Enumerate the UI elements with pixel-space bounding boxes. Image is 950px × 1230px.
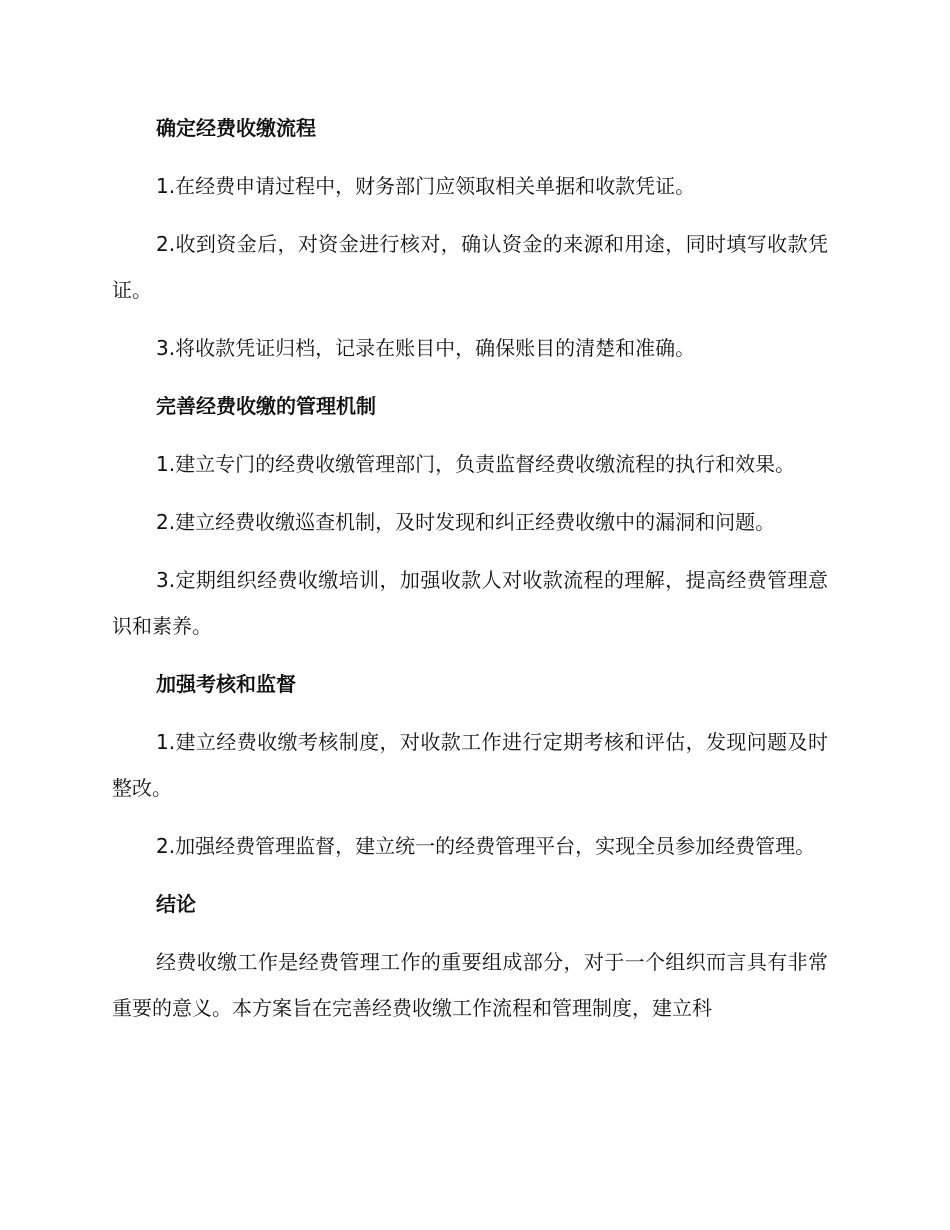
document-body xyxy=(112,105,828,1043)
paragraph: 2.加强经费管理监督，建立统一的经费管理平台，实现全员参加经费管理。 xyxy=(156,834,816,858)
paragraph: 经费收缴工作是经费管理工作的重要组成部分，对于一个组织而言具有非常重要的意义。本方案旨在完善经费收缴工作流程和管理制度，建立科 xyxy=(112,950,828,1020)
paragraph: 3.定期组织经费收缴培训，加强收款人对收款流程的理解，提高经费管理意识和素养。 xyxy=(112,568,828,638)
section-heading-management: 完善经费收缴的管理机制 xyxy=(156,394,376,418)
paragraph: 2.建立经费收缴巡查机制，及时发现和纠正经费收缴中的漏洞和问题。 xyxy=(156,510,776,534)
section-heading-process: 确定经费收缴流程 xyxy=(156,116,316,140)
paragraph: 1.建立专门的经费收缴管理部门，负责监督经费收缴流程的执行和效果。 xyxy=(156,452,796,476)
section-heading-conclusion: 结论 xyxy=(156,892,196,916)
paragraph: 3.将收款凭证归档，记录在账目中，确保账目的清楚和准确。 xyxy=(156,336,696,360)
paragraph: 2.收到资金后，对资金进行核对，确认资金的来源和用途，同时填写收款凭证。 xyxy=(112,232,828,302)
paragraph: 1.在经费申请过程中，财务部门应领取相关单据和收款凭证。 xyxy=(156,174,696,198)
paragraph: 1.建立经费收缴考核制度，对收款工作进行定期考核和评估，发现问题及时整改。 xyxy=(112,730,828,800)
section-heading-supervision: 加强考核和监督 xyxy=(156,672,296,696)
